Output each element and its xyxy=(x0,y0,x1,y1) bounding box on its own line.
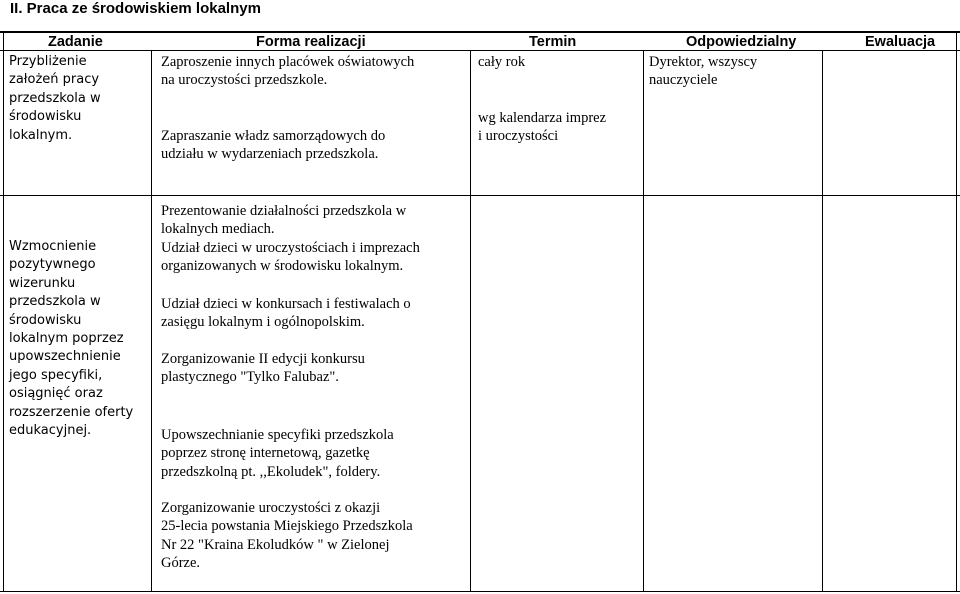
table-right-border xyxy=(956,31,957,592)
table-top-border xyxy=(0,31,960,33)
form-line: Zapraszanie władz samorządowych do xyxy=(161,128,386,144)
task-line: upowszechnienie xyxy=(9,349,121,365)
form-line: przedszkolną pt. ,,Ekoludek", foldery. xyxy=(161,463,381,480)
form-line: Prezentowanie działalności przedszkola w xyxy=(161,203,407,219)
column-divider xyxy=(822,50,823,592)
task-line: założeń pracy xyxy=(9,72,100,88)
form-line: poprzez stronę internetową, gazetkę xyxy=(161,445,370,462)
table-bottom-border xyxy=(0,591,960,592)
row2-form-block xyxy=(161,426,466,481)
form-line: na uroczystości przedszkole. xyxy=(161,72,328,89)
task-line: rozszerzenie oferty xyxy=(9,404,134,420)
responsible-line: Dyrektor, wszyscy xyxy=(649,54,758,70)
term-line: wg kalendarza imprez xyxy=(478,110,607,126)
section-title: II. Praca ze środowiskiem lokalnym xyxy=(10,0,261,17)
header-term: Termin xyxy=(529,34,577,50)
form-line: Upowszechnianie specyfiki przedszkola xyxy=(161,427,394,443)
task-line: jego specyfiki, xyxy=(9,367,103,383)
form-line: Udział dzieci w uroczystościach i imprezach xyxy=(161,239,420,256)
responsible-line: nauczyciele xyxy=(649,72,718,89)
form-line: lokalnych mediach. xyxy=(161,221,275,238)
task-line: Przybliżenie xyxy=(9,54,87,69)
task-line: środowisku xyxy=(9,109,82,125)
table-left-border xyxy=(3,31,4,592)
form-line: Górze. xyxy=(161,555,201,572)
row2-form-block xyxy=(161,350,466,387)
row1-task xyxy=(9,53,149,145)
header-bottom-border xyxy=(0,50,960,51)
row1-responsible xyxy=(649,53,819,90)
row2-form-block xyxy=(161,295,466,332)
form-line: organizowanych w środowisku lokalnym. xyxy=(161,258,404,275)
task-line: przedszkola w xyxy=(9,90,101,106)
header-evaluation: Ewaluacja xyxy=(865,34,936,50)
task-line: środowisku xyxy=(9,312,82,328)
form-line: 25-lecia powstania Miejskiego Przedszkola xyxy=(161,518,413,535)
row2-form-block xyxy=(161,202,466,276)
task-line: edukacyjnej. xyxy=(9,423,92,439)
term-line: cały rok xyxy=(478,54,526,70)
form-line: Nr 22 "Kraina Ekoludków " w Zielonej xyxy=(161,536,390,553)
row1-form-block xyxy=(161,127,466,164)
task-line: osiągnięć oraz xyxy=(9,386,103,402)
column-divider xyxy=(643,50,644,592)
form-line: plastycznego "Tylko Falubaz". xyxy=(161,369,339,386)
task-line: lokalnym. xyxy=(9,127,73,143)
task-line: Wzmocnienie xyxy=(9,239,97,254)
task-line: wizerunku xyxy=(9,275,76,291)
term-line: i uroczystości xyxy=(478,128,559,145)
row1-term-block xyxy=(478,53,638,71)
form-line: Zaproszenie innych placówek oświatowych xyxy=(161,54,415,70)
row2-task xyxy=(9,238,149,440)
header-responsible: Odpowiedzialny xyxy=(686,34,797,50)
task-line: lokalnym poprzez xyxy=(9,331,124,347)
form-line: udziału w wydarzeniach przedszkola. xyxy=(161,146,379,163)
form-line: zasięgu lokalnym i ogólnopolskim. xyxy=(161,314,365,331)
row1-form-block xyxy=(161,53,466,90)
column-divider xyxy=(470,50,471,592)
form-line: Udział dzieci w konkursach i festiwalach o xyxy=(161,296,411,312)
task-line: pozytywnego xyxy=(9,257,96,273)
header-form: Forma realizacji xyxy=(256,34,366,50)
form-line: Zorganizowanie uroczystości z okazji xyxy=(161,500,381,516)
form-line: Zorganizowanie II edycji konkursu xyxy=(161,351,365,367)
header-task: Zadanie xyxy=(48,34,103,50)
task-line: przedszkola w xyxy=(9,294,101,310)
column-divider xyxy=(151,50,152,592)
row-divider xyxy=(0,195,960,196)
row1-term-block xyxy=(478,109,638,146)
row2-form-block xyxy=(161,499,466,573)
